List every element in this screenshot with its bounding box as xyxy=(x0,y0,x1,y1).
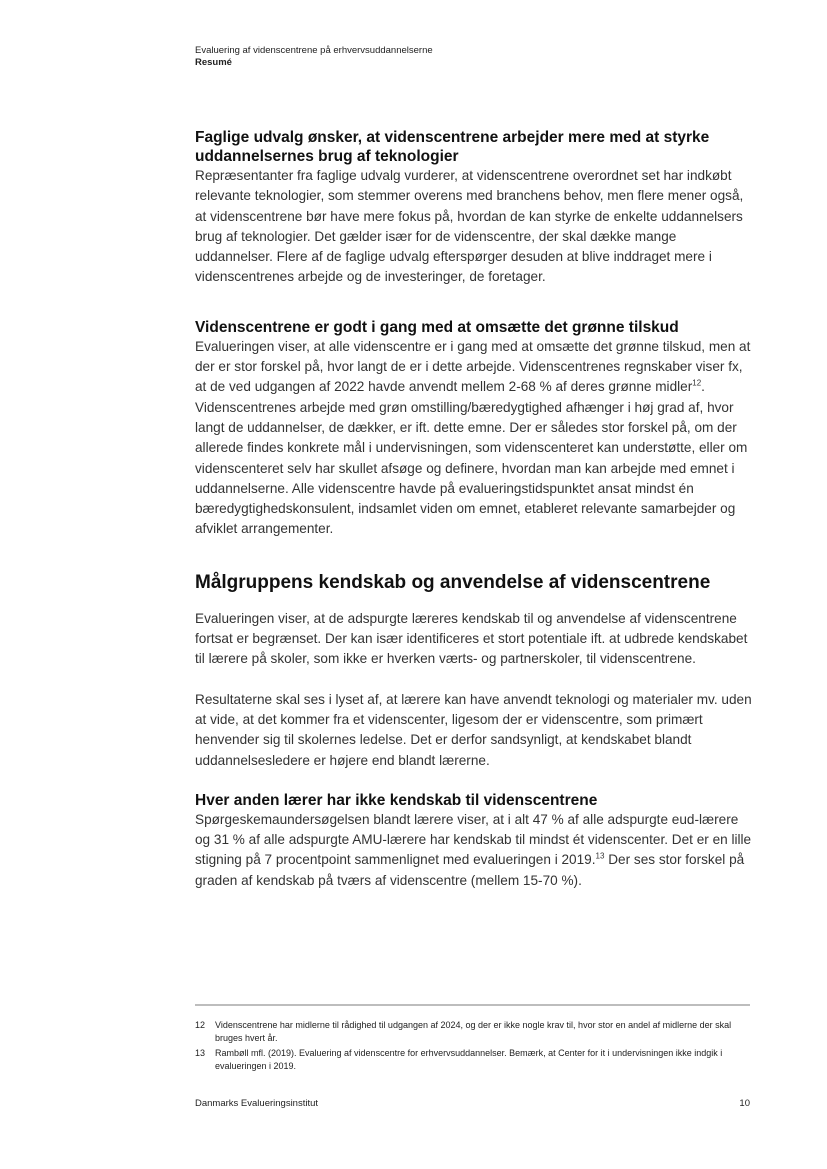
text-part: Spørgeskemaundersøgelsen blandt lærere viser, at i alt 47 % af alle adspurgte eud-lærere og 31 % af alle adspurgte AMU-lærere har kendskab til mindst ét videnscenter. Det er en lille stigning på 7 procentpoint sammenlignet med evalueringen i 2019. xyxy=(195,811,752,868)
text-part: Evalueringen viser, at alle videnscentre er i gang med at omsætte det grønne tilskud, men at der er stor forskel på, hvor langt de er i dette arbejde. Videnscentrenes regnskaber viser fx, at de ved udgangen af 2022 havde anvendt mellem 2-68 % af deres grønne midler xyxy=(195,338,751,395)
paragraph-maalgruppen-2: Resultaterne skal ses i lyset af, at lærere kan have anvendt teknologi og materialer mv. uden at vide, at det kommer fra et videnscenter, ligesom der er videnscentre, som primært henvender sig til skolernes ledelse. Det er derfor sandsynligt, at kendskabet blandt uddannelsesledere er højere end blandt lærerne. xyxy=(195,691,752,768)
footnote-13 xyxy=(195,1047,755,1072)
heading-hver-anden-laerer: Hver anden lærer har ikke kendskab til videnscentrene xyxy=(195,791,598,809)
paragraph-maalgruppen-1: Evalueringen viser, at de adspurgte læreres kendskab til og anvendelse af videnscentrene fortsat er begrænset. Der kan især identificeres et stort potentiale ift. at udbrede kendskabet til lærere på skoler, som ikke er hverken værts- og partnerskoler, til videnscentrene. xyxy=(195,610,748,667)
footer-organization: Danmarks Evalueringsinstitut xyxy=(195,1098,319,1109)
heading-maalgruppen: Målgruppens kendskab og anvendelse af videnscentrene xyxy=(195,571,711,593)
text-part: . Videnscentrenes arbejde med grøn omstilling/bæredygtighed afhænger i høj grad af, hvor langt de uddannelser, de dækker, er ift. dette emne. Der er således stor forskel på, om der allerede findes konkrete mål i undervisningen, som videnscenteret kan understøtte, eller om videnscenteret selv har skullet afsøge og definere, hvordan man kan arbejde med emnet i uddannelserne. Alle videnscentre havde på evalueringstidspunktet ansat mindst én bæredygtighedskonsulent, indsamlet viden om emnet, etableret relevante samarbejder og afviklet arrangementer. xyxy=(195,379,748,537)
footnote-number: 12 xyxy=(195,1020,206,1030)
footnote-text: Rambøll mfl. (2019). Evaluering af videnscentre for erhvervsuddannelser. Bemærk, at Center for it i undervisningen ikke indgik i evalueringen i 2019. xyxy=(215,1048,723,1071)
footnote-text: Videnscentrene har midlerne til rådighed til udgangen af 2024, og der er ikke nogle krav til, hvor stor en andel af midlerne der skal bruges hvert år. xyxy=(215,1020,732,1043)
text-part: Der ses stor forskel på graden af kendskab på tværs af videnscentre (mellem 15-70 %). xyxy=(195,852,745,888)
main-content xyxy=(195,125,755,891)
heading-groenne-tilskud: Videnscentrene er godt i gang med at omsætte det grønne tilskud xyxy=(195,318,679,336)
footnote-ref-12[interactable]: 12 xyxy=(692,378,702,388)
paragraph-groenne-tilskud xyxy=(195,337,755,540)
footnotes xyxy=(195,1019,755,1075)
footnote-number: 13 xyxy=(195,1048,206,1058)
report-title: Evaluering af videnscentrene på erhvervsuddannelserne xyxy=(195,45,433,56)
paragraph-faglige-udvalg: Repræsentanter fra faglige udvalg vurderer, at videnscentrene overordnet set har indkøbt relevante teknologier, som stemmer overens med branchens behov, men flere mener også, at videnscentrene bør have mere fokus på, hvordan de kan styrke de enkelte uddannelsers brug af teknologier. Det gælder især for de videnscentre, der skal dække mange uddannelser. Flere af de faglige udvalg efterspørger desuden at blive inddraget mere i videnscentrenes arbejde og de investeringer, de foretager. xyxy=(195,168,744,285)
section-label: Resumé xyxy=(195,57,232,68)
footnote-divider xyxy=(195,1004,750,1006)
running-header xyxy=(195,45,433,69)
footnote-12 xyxy=(195,1019,755,1044)
page-number: 10 xyxy=(739,1098,750,1109)
paragraph-hver-anden-laerer xyxy=(195,810,755,891)
footnote-ref-13[interactable]: 13 xyxy=(595,851,605,861)
heading-faglige-udvalg: Faglige udvalg ønsker, at videnscentrene arbejder mere med at styrke uddannelsernes brug af teknologier xyxy=(195,129,710,165)
page-footer xyxy=(195,1098,750,1109)
